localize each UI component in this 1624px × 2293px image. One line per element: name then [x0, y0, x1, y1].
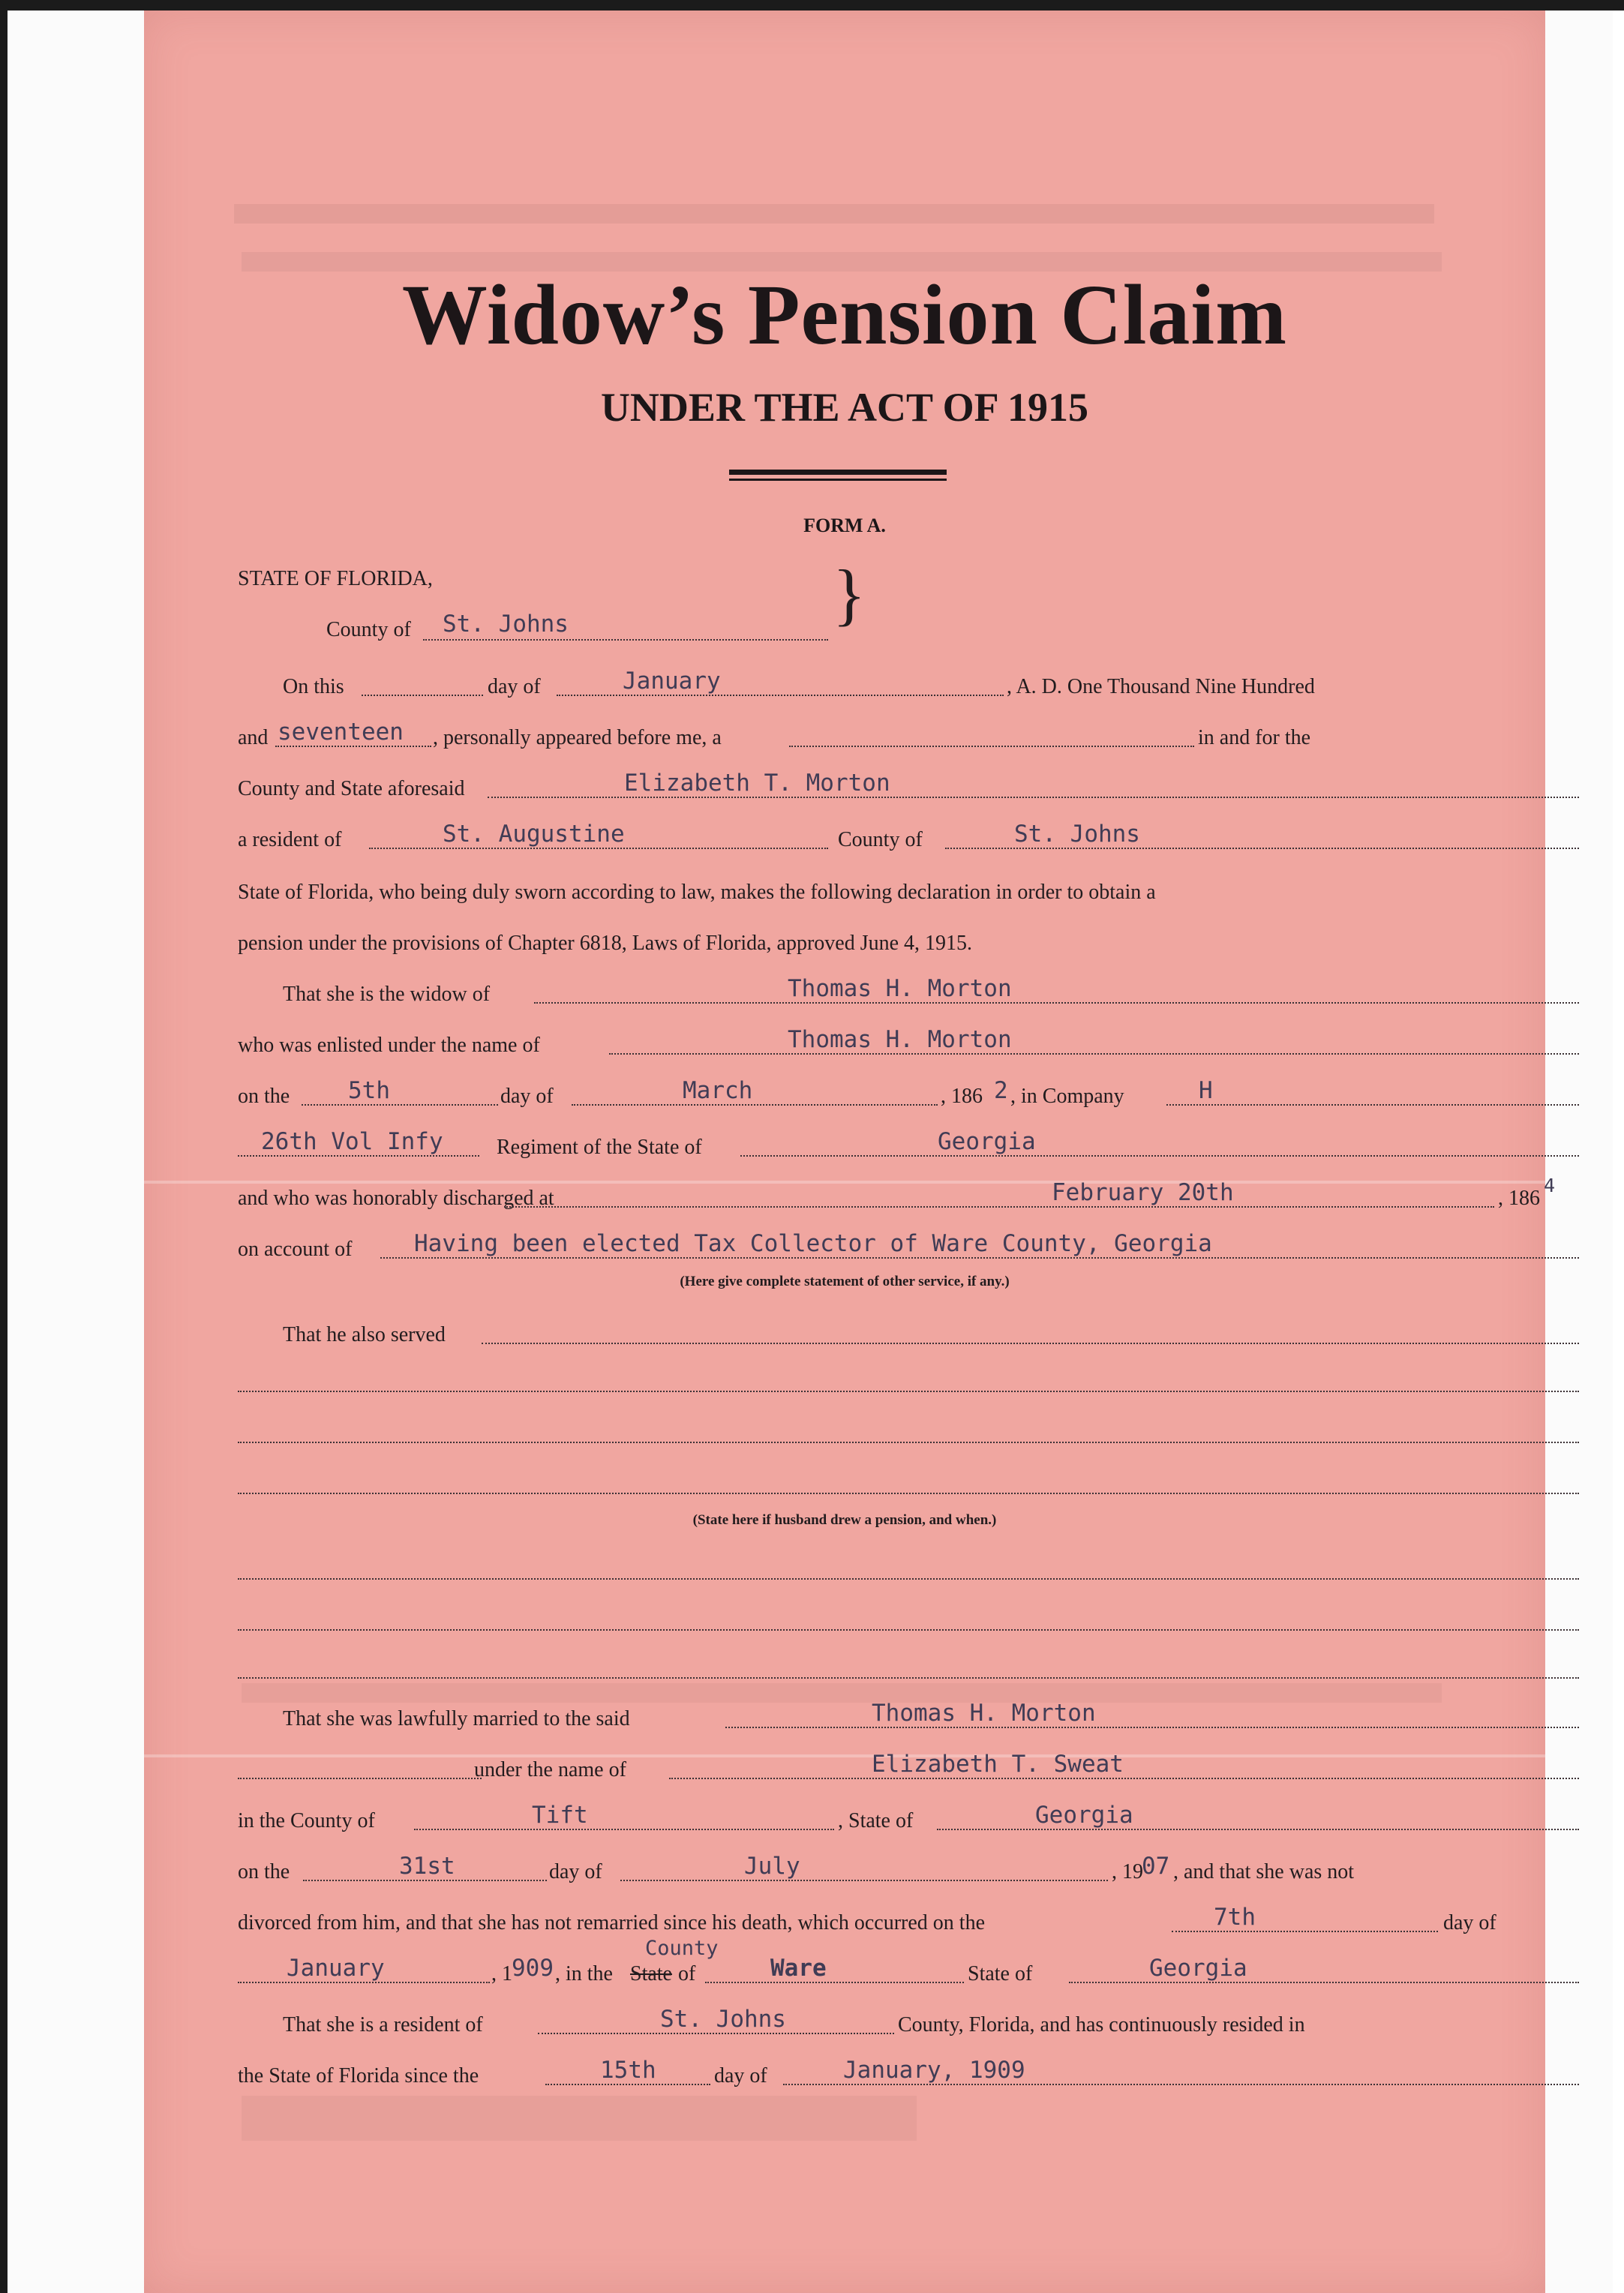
married-line [725, 1727, 1579, 1728]
also-served-line [482, 1343, 1579, 1344]
county-florida-text: County, Florida, and has continuously resided in [898, 2013, 1305, 2036]
pension-form-page [144, 11, 1556, 2293]
state-of-label: State of [968, 1962, 1033, 1985]
discharged-label: and who was honorably discharged at [238, 1187, 554, 1210]
bleed-through-shadow [242, 2096, 917, 2141]
appeared-text: , personally appeared before me, a [433, 726, 722, 749]
regiment-label: Regiment of the State of [497, 1136, 702, 1159]
year-prefix: , 186 [941, 1085, 983, 1108]
enlisted-line [609, 1053, 1579, 1055]
since-label: the State of Florida since the [238, 2064, 479, 2087]
title-divider [729, 470, 947, 475]
claimant-line [488, 797, 1579, 798]
blank-line [238, 1677, 1579, 1679]
death-state-line [1069, 1982, 1579, 1983]
scan-top-border [0, 0, 1624, 11]
marriage-day: 31st [399, 1853, 455, 1880]
enlisted-label: who was enlisted under the name of [238, 1034, 540, 1057]
company-line [1166, 1104, 1579, 1106]
marriage-state-line [937, 1829, 1579, 1830]
month-line [557, 695, 1004, 696]
married-label: That she was lawfully married to the said [283, 1707, 630, 1730]
marriage-year-digits: 07 [1142, 1853, 1170, 1880]
death-month-line [238, 1982, 490, 1983]
death-day: 7th [1214, 1904, 1256, 1931]
enlist-month-line [572, 1104, 938, 1106]
not-divorced-text: , and that she was not [1173, 1860, 1355, 1883]
since-date-line [783, 2084, 1579, 2085]
discharge-year-prefix: , 186 [1498, 1187, 1540, 1210]
enlist-year-digit: 2 [994, 1077, 1008, 1104]
bleed-through-shadow [242, 1683, 1442, 1703]
account-label: on account of [238, 1238, 353, 1261]
and-label: and [238, 726, 269, 749]
scan-left-border [0, 0, 8, 2293]
marriage-county: Tift [532, 1802, 588, 1829]
resident-of-label: a resident of [238, 828, 342, 851]
note-pension: (State here if husband drew a pension, and when.) [692, 1512, 997, 1528]
state-of-florida: STATE OF FLORIDA, [238, 567, 433, 590]
also-served-label: That he also served [283, 1323, 446, 1346]
marriage-month: July [744, 1853, 800, 1880]
fold-crease [144, 1181, 1545, 1184]
of-label: of [678, 1962, 696, 1985]
note-service: (Here give complete statement of other service, if any.) [680, 1274, 1010, 1289]
since-day-line [545, 2084, 710, 2085]
residence-line [369, 848, 828, 849]
enlist-day: 5th [348, 1077, 390, 1104]
husband-name: Thomas H. Morton [788, 975, 1012, 1002]
death-county: Ware [770, 1955, 827, 1982]
marriage-day-line [303, 1880, 547, 1881]
husband-line [534, 1002, 1579, 1004]
county-of-label: County of [838, 828, 923, 851]
blank-line [238, 1493, 1579, 1494]
death-year-prefix: , 1 [491, 1962, 512, 1985]
regiment-state-line [740, 1155, 1579, 1157]
widow-of-label: That she is the widow of [283, 983, 491, 1006]
on-the-label: on the [238, 1085, 290, 1108]
blank-line [238, 1629, 1579, 1631]
fold-crease [144, 1754, 1545, 1757]
death-month: January [287, 1955, 385, 1982]
resident-label: That she is a resident of [283, 2013, 483, 2036]
bleed-through-shadow [234, 204, 1434, 224]
day-of-label: day of [549, 1860, 602, 1883]
form-subtitle: UNDER THE ACT OF 1915 [600, 385, 1089, 430]
company-label: , in Company [1010, 1085, 1124, 1108]
marriage-county-line [414, 1829, 834, 1830]
year-line [275, 746, 431, 747]
death-year-digits: 909 [512, 1955, 554, 1982]
officer-line [789, 746, 1194, 747]
discharge-year-digit: 4 [1544, 1175, 1556, 1196]
form-label: FORM A. [803, 515, 886, 536]
divorced-text: divorced from him, and that she has not remarried since his death, which occurred on the [238, 1911, 986, 1934]
sworn-text: State of Florida, who being duly sworn according to law, makes the following declaration in order to obtain a [238, 881, 1156, 904]
marriage-state: Georgia [1035, 1802, 1133, 1829]
in-and-for-text: in and for the [1198, 726, 1311, 749]
on-this-label: On this [283, 675, 344, 698]
blank-line [238, 1391, 1579, 1392]
day-of-label: day of [714, 2064, 767, 2087]
since-day: 15th [600, 2057, 656, 2084]
county-overwrite: County [645, 1937, 719, 1960]
account-value: Having been elected Tax Collector of Ware County, Georgia [414, 1230, 1212, 1257]
struck-state-word: State [630, 1962, 672, 1985]
blank-line [238, 1442, 1579, 1443]
since-date: January, 1909 [843, 2057, 1025, 2084]
day-of-label: day of [1443, 1911, 1496, 1934]
county-state-label: County and State aforesaid [238, 777, 465, 800]
county-label: County of [326, 618, 411, 641]
married-to: Thomas H. Morton [872, 1700, 1096, 1727]
marriage-month-line [620, 1880, 1108, 1881]
residence-county-line [945, 848, 1579, 849]
death-day-line [1172, 1931, 1438, 1932]
company-value: H [1199, 1077, 1213, 1104]
enlist-month: March [683, 1077, 753, 1104]
enlist-day-line [302, 1104, 498, 1106]
in-county-label: in the County of [238, 1809, 375, 1832]
residence-city: St. Augustine [443, 821, 625, 848]
under-name-prefix-line [238, 1778, 482, 1779]
county-value: St. Johns [443, 611, 569, 638]
regiment-line [238, 1155, 479, 1157]
marriage-year-prefix: , 19 [1112, 1860, 1143, 1883]
regiment-value: 26th Vol Infy [261, 1128, 443, 1155]
discharge-line [504, 1206, 1494, 1208]
blank-line [238, 1578, 1579, 1580]
bracket: } [833, 556, 866, 632]
resident-county: St. Johns [660, 2006, 786, 2033]
year-word: seventeen [278, 719, 404, 746]
enlisted-name: Thomas H. Morton [788, 1026, 1012, 1053]
state-label: , State of [838, 1809, 914, 1832]
maiden-line [669, 1778, 1579, 1779]
account-line [380, 1257, 1579, 1259]
regiment-state: Georgia [938, 1128, 1036, 1155]
day-of-label: day of [500, 1085, 554, 1108]
death-state: Georgia [1149, 1955, 1247, 1982]
resident-county-line [538, 2033, 894, 2034]
on-the-label: on the [238, 1860, 290, 1883]
maiden-name: Elizabeth T. Sweat [872, 1751, 1124, 1778]
death-county-line [705, 1982, 964, 1983]
claimant-name: Elizabeth T. Morton [624, 770, 890, 797]
pension-text: pension under the provisions of Chapter 6818, Laws of Florida, approved June 4, 1915. [238, 932, 973, 955]
in-the-text: , in the [555, 1962, 613, 1985]
ad-text: , A. D. One Thousand Nine Hundred [1007, 675, 1315, 698]
day-of-label: day of [488, 675, 541, 698]
discharge-date: February 20th [1052, 1179, 1234, 1206]
county-line [423, 639, 828, 641]
day-line [362, 695, 483, 696]
residence-county: St. Johns [1014, 821, 1140, 848]
title-divider [729, 479, 947, 481]
under-name-label: under the name of [474, 1758, 626, 1781]
intro-month: January [623, 668, 721, 695]
form-title: Widow’s Pension Claim [401, 267, 1288, 362]
